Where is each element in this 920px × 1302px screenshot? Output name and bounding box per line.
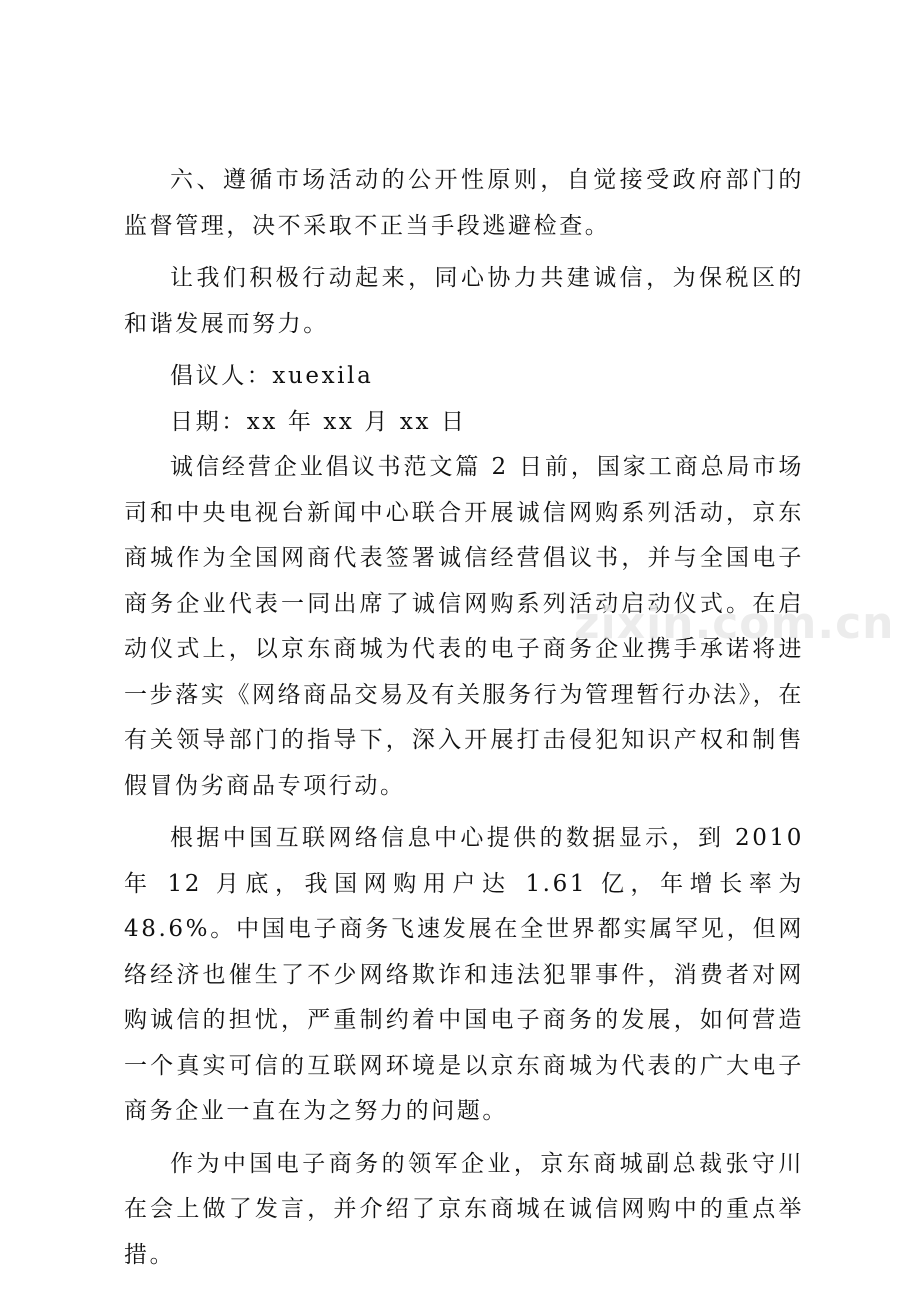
paragraph-sample-two: 诚信经营企业倡议书范文篇 2 日前，国家工商总局市场司和中央电视台新闻中心联合开展诚信网购系列活动，京东商城作为全国网商代表签署诚信经营倡议书，并与全国电子商务企业代表一同出席了诚信网购系列活动启动仪式。在启动仪式上，以京东商城为代表的电子商务企业携手承诺将进一步落实《网络商品交易及有关服务行为管理暂行办法》，在有关领导部门的指导下，深入开展打击侵犯知识产权和制售假冒伪劣商品专项行动。	[124, 454, 804, 799]
paragraph-jd-speech: 作为中国电子商务的领军企业，京东商城副总裁张守川在会上做了发言，并介绍了京东商城在诚信网购中的重点举措。	[124, 1150, 804, 1268]
paragraph-principle-six: 六、遵循市场活动的公开性原则，自觉接受政府部门的监督管理，决不采取不正当手段逃避检查。	[124, 167, 804, 239]
paragraph-initiator: 倡议人：xuexila	[170, 363, 374, 389]
paragraph-date: 日期：xx 年 xx 月 xx 日	[170, 408, 467, 435]
document-body	[124, 158, 804, 1278]
paragraph-statistics: 根据中国互联网络信息中心提供的数据显示，到 2010 年 12 月底，我国网购用户达 1.61 亿，年增长率为 48.6%。中国电子商务飞速发展在全世界都实属罕见，但网络经济也催生了不少网络欺诈和违法犯罪事件，消费者对网购诚信的担忧，严重制约着中国电子商务的发展，如何营造一个真实可信的互联网环境是以京东商城为代表的广大电子商务企业一直在为之努力的问题。	[124, 825, 804, 1124]
paragraph-call-to-action: 让我们积极行动起来，同心协力共建诚信，为保税区的和谐发展而努力。	[124, 265, 804, 337]
site-watermark: zixin.com.cn	[574, 598, 895, 649]
